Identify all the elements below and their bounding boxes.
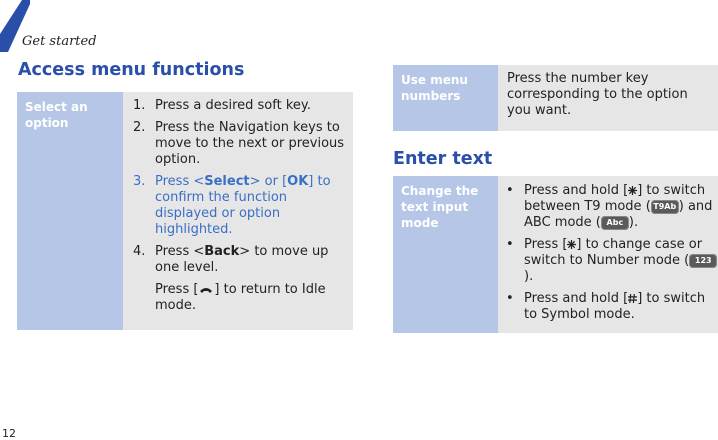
select-option-table	[17, 92, 353, 330]
section-heading: Enter text	[393, 149, 493, 169]
row-body: Press the number key corresponding to the option you want.	[498, 65, 718, 131]
bullet-item: • Press [ ] to change case or switch to Number mode ( 123).	[506, 237, 718, 285]
end-key-note: Press [ ] to return to Idle mode.	[155, 282, 326, 313]
step-item: 3. Press <Select> or [OK] to confirm the function displayed or option highlighted.	[133, 174, 331, 237]
input-mode-table	[393, 176, 718, 333]
row-body	[498, 176, 718, 333]
row-label: Change the text input mode	[393, 176, 498, 333]
page-number: 12	[2, 427, 16, 440]
row-label: Use menu numbers	[393, 65, 498, 131]
hash-key-icon	[628, 294, 637, 303]
step-item: 4. Press <Back> to move up one level.	[133, 244, 329, 275]
star-key-icon	[628, 186, 637, 195]
page-title: Access menu functions	[18, 60, 245, 80]
t9-mode-icon: T9Ab	[651, 200, 679, 214]
bullet-item: • Press and hold [ ] to switch to Symbol mode.	[506, 291, 706, 322]
end-call-key-icon	[198, 284, 214, 296]
step-item: 2. Press the Navigation keys to move to the next or previous option.	[133, 120, 345, 167]
row-body	[123, 92, 353, 330]
menu-numbers-table	[393, 65, 718, 131]
row-label: Select an option	[17, 92, 123, 330]
section-label: Get started	[22, 34, 97, 49]
number-mode-icon: 123	[689, 254, 717, 268]
abc-mode-icon: Abc	[601, 216, 629, 230]
bullet-item: • Press and hold [ ] to switch between T9 mode ( T9Ab ) and ABC mode ( Abc ).	[506, 183, 713, 230]
step-item: 1. Press a desired soft key.	[133, 98, 311, 113]
